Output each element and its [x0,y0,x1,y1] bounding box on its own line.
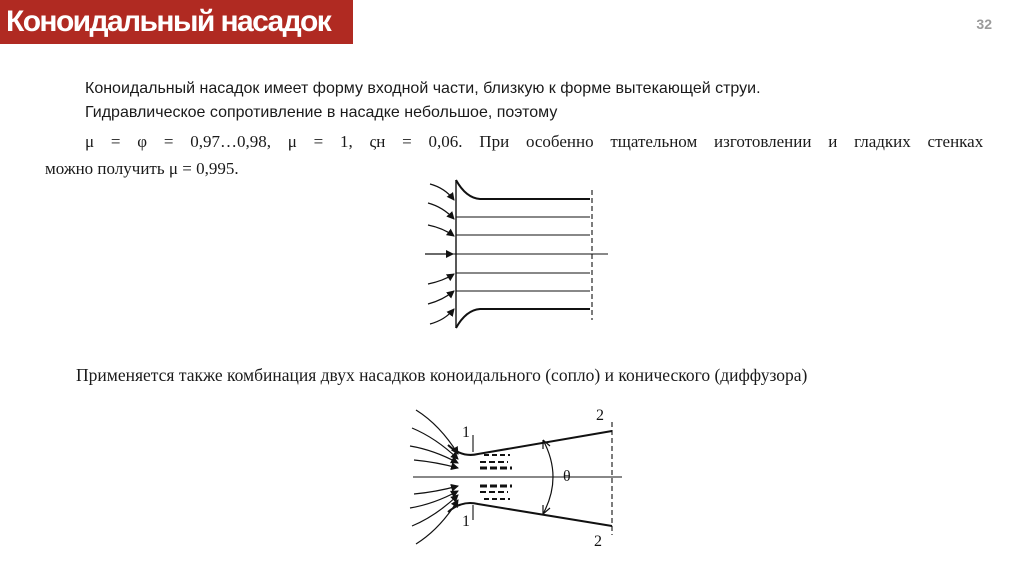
expansion-angle-label: θ [563,468,571,485]
body-line-1: Коноидальный насадок имеет форму входной части, близкую к форме вытекающей струи. [85,80,761,97]
slide-title: Коноидальный насадок [6,5,331,38]
section-2-bottom-label: 2 [594,533,602,550]
section-2-top-label: 2 [596,407,604,424]
page-number: 32 [976,16,992,32]
body-line-2: Гидравлическое сопротивление в насадке небольшое, поэтому [85,104,558,121]
combination-caption: Применяется также комбинация двух насадков коноидального (сопло) и конического (диффузора) [76,365,808,385]
section-1-top-label: 1 [462,424,470,441]
formula-line-continued: можно получить μ = 0,995. [45,159,239,178]
section-1-bottom-label: 1 [462,513,470,530]
formula-line: μ = φ = 0,97…0,98, μ = 1, ςн = 0,06. При особенно тщательном изготовлении и гладких стенках [85,132,984,151]
